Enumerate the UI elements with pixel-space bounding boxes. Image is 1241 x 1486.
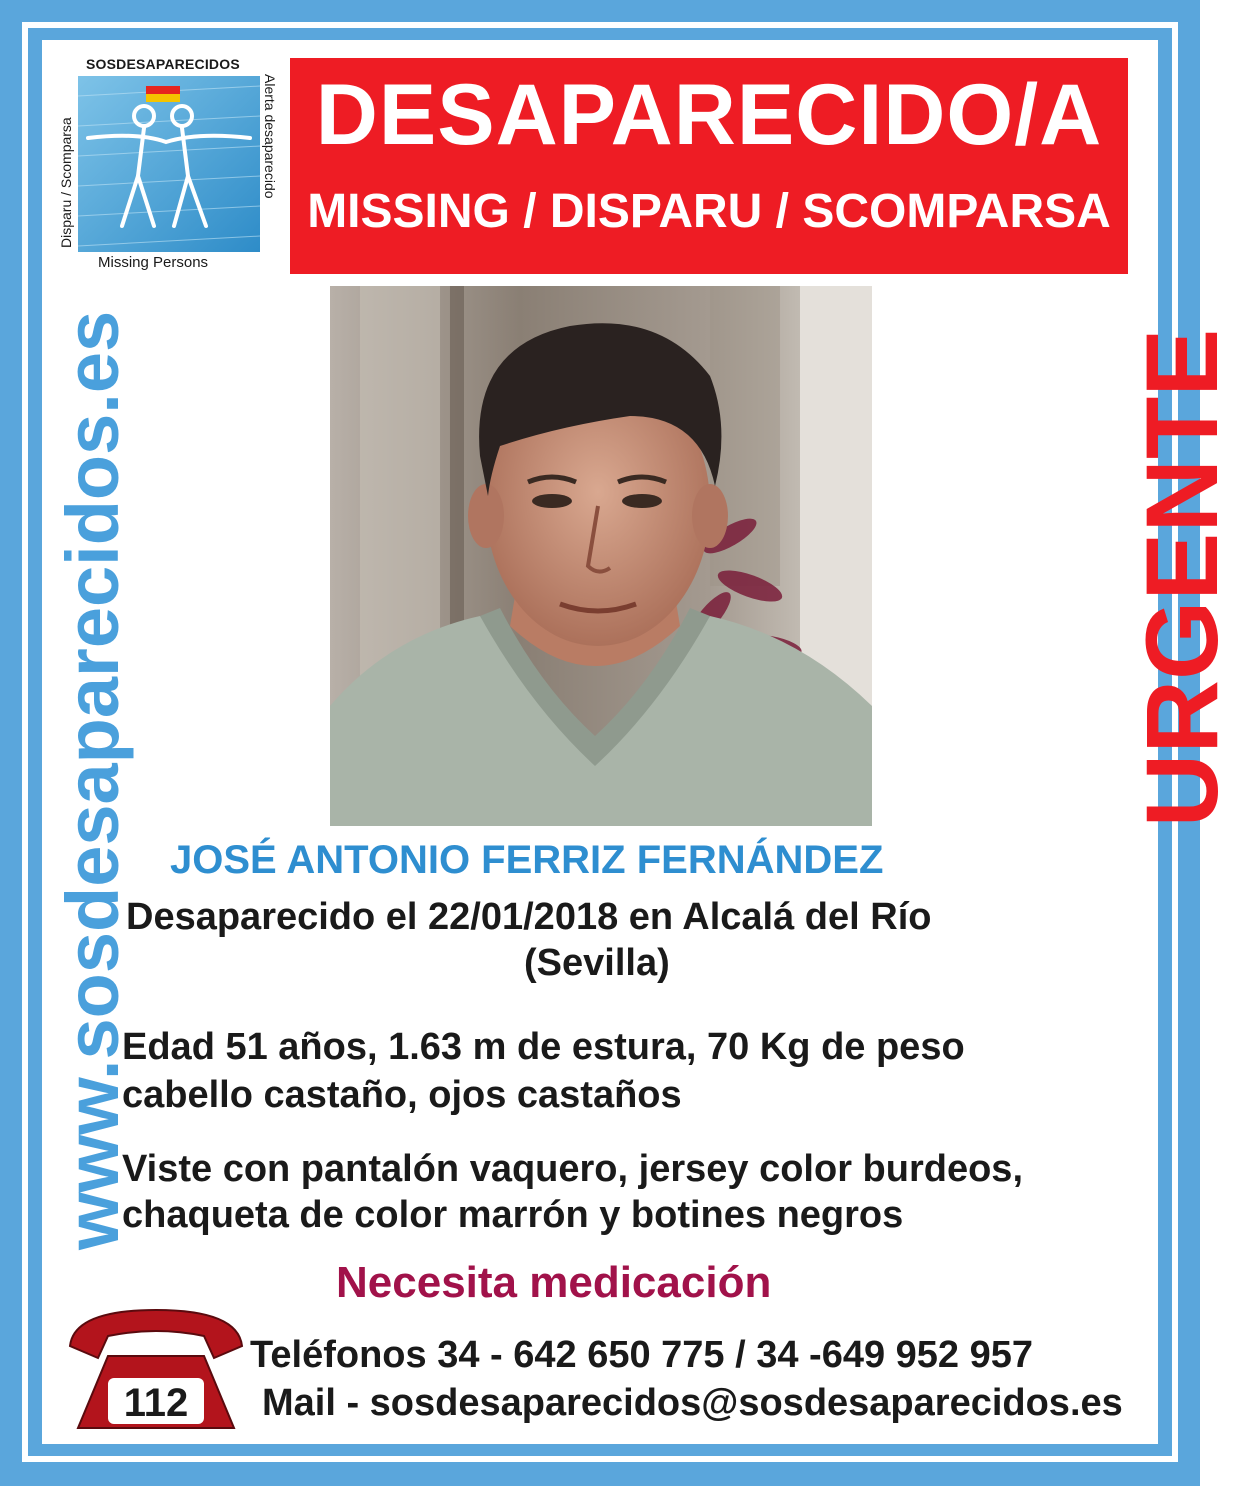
header-subtitle: MISSING / DISPARU / SCOMPARSA bbox=[307, 185, 1111, 238]
medical-note: Necesita medicación bbox=[336, 1258, 772, 1307]
missing-province: (Sevilla) bbox=[524, 942, 670, 984]
logo-left-text: Disparu / Scomparsa bbox=[58, 117, 74, 248]
logo-bottom-text: Missing Persons bbox=[98, 254, 209, 271]
person-photo bbox=[330, 286, 872, 826]
logo-top-text: SOSDESAPARECIDOS bbox=[86, 56, 240, 72]
missing-date-location: Desaparecido el 22/01/2018 en Alcalá del Río bbox=[126, 896, 932, 938]
website-vertical: www.sosdesaparecidos.es bbox=[51, 310, 134, 1250]
logo-right-text: Alerta desaparecido bbox=[262, 74, 278, 199]
contact-mail: Mail - sosdesaparecidos@sosdesaparecidos.es bbox=[262, 1382, 1123, 1424]
logo-figures-icon bbox=[78, 76, 260, 252]
person-name: JOSÉ ANTONIO FERRIZ FERNÁNDEZ bbox=[170, 838, 884, 882]
hair-eyes-description: cabello castaño, ojos castaños bbox=[122, 1074, 682, 1116]
clothing-description: Viste con pantalón vaquero, jersey color burdeos, bbox=[122, 1148, 1023, 1190]
header-title: DESAPARECIDO/A bbox=[315, 67, 1103, 163]
missing-header bbox=[290, 58, 1128, 274]
clothing-description-continued: chaqueta de color marrón y botines negros bbox=[122, 1194, 904, 1236]
urgent-label: URGENTE bbox=[1125, 328, 1239, 828]
telephone-icon bbox=[64, 1306, 248, 1432]
logo bbox=[56, 52, 282, 276]
physical-description: Edad 51 años, 1.63 m de estura, 70 Kg de peso bbox=[122, 1026, 965, 1068]
emergency-number: 112 bbox=[123, 1381, 189, 1425]
contact-phones: Teléfonos 34 - 642 650 775 / 34 -649 952 957 bbox=[250, 1334, 1034, 1376]
